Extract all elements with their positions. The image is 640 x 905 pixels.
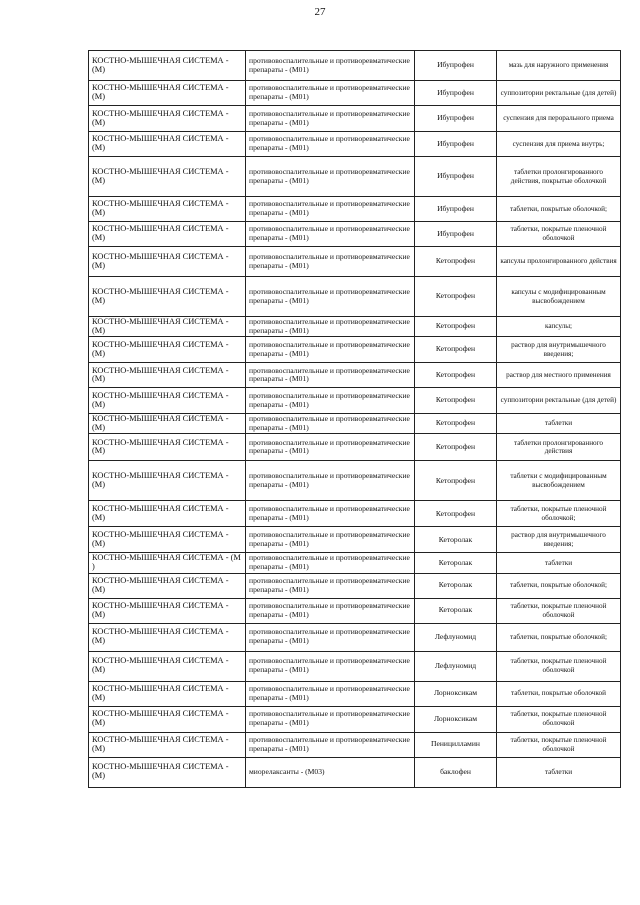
table-row [89,651,621,681]
system-cell: КОСТНО-МЫШЕЧНАЯ СИСТЕМА - (М) [89,706,246,732]
table-row [89,623,621,651]
group-cell: противовоспалительные и противоревматические препараты - (М01) [246,461,415,501]
drug-cell: Ибупрофен [415,132,497,157]
drug-cell: баклофен [415,757,497,787]
group-cell: противовоспалительные и противоревматические препараты - (М01) [246,623,415,651]
system-cell: КОСТНО-МЫШЕЧНАЯ СИСТЕМА - (М) [89,527,246,553]
table-row [89,132,621,157]
group-cell: противовоспалительные и противоревматические препараты - (М01) [246,414,415,434]
drug-cell: Кетопрофен [415,501,497,527]
system-cell: КОСТНО-МЫШЕЧНАЯ СИСТЕМА - (М) [89,598,246,623]
system-cell: КОСТНО-МЫШЕЧНАЯ СИСТЕМА - (М) [89,461,246,501]
table-row [89,414,621,434]
system-cell: КОСТНО-МЫШЕЧНАЯ СИСТЕМА - (М) [89,573,246,598]
table-row [89,681,621,706]
system-cell: КОСТНО-МЫШЕЧНАЯ СИСТЕМА - (М) [89,222,246,247]
table-row [89,573,621,598]
group-cell: противовоспалительные и противоревматические препараты - (М01) [246,363,415,388]
drug-cell: Кетопрофен [415,414,497,434]
drug-cell: Лорноксикам [415,681,497,706]
table-row [89,157,621,197]
drug-cell: Кетопрофен [415,337,497,363]
system-cell: КОСТНО-МЫШЕЧНАЯ СИСТЕМА - (М) [89,623,246,651]
form-cell: суппозитории ректальные (для детей) [497,388,621,414]
drug-cell: Ибупрофен [415,51,497,81]
form-cell: таблетки, покрытые оболочкой; [497,623,621,651]
table-row [89,277,621,317]
system-cell: КОСТНО-МЫШЕЧНАЯ СИСТЕМА - (М ) [89,553,246,573]
group-cell: противовоспалительные и противоревматические препараты - (М01) [246,51,415,81]
table-row [89,106,621,132]
system-cell: КОСТНО-МЫШЕЧНАЯ СИСТЕМА - (М) [89,81,246,106]
drug-cell: Лефлуномид [415,623,497,651]
group-cell: противовоспалительные и противоревматические препараты - (М01) [246,337,415,363]
drug-cell: Кетопрофен [415,434,497,461]
system-cell: КОСТНО-МЫШЕЧНАЯ СИСТЕМА - (М) [89,277,246,317]
system-cell: КОСТНО-МЫШЕЧНАЯ СИСТЕМА - (М) [89,247,246,277]
table-row [89,553,621,573]
drug-cell: Ибупрофен [415,222,497,247]
form-cell: раствор для внутримышечного введения; [497,527,621,553]
drug-cell: Кетопрофен [415,363,497,388]
group-cell: противовоспалительные и противоревматические препараты - (М01) [246,81,415,106]
table-row [89,461,621,501]
table-row [89,434,621,461]
form-cell: таблетки [497,553,621,573]
table-row [89,222,621,247]
table-row [89,81,621,106]
form-cell: капсулы пролонгированного действия [497,247,621,277]
form-cell: суспензия для перорального приема [497,106,621,132]
form-cell: таблетки пролонгированного действия [497,434,621,461]
system-cell: КОСТНО-МЫШЕЧНАЯ СИСТЕМА - (М) [89,197,246,222]
group-cell: миорелаксанты - (М03) [246,757,415,787]
drug-cell: Кетопрофен [415,461,497,501]
table-row [89,706,621,732]
table-row [89,757,621,787]
group-cell: противовоспалительные и противоревматические препараты - (М01) [246,706,415,732]
system-cell: КОСТНО-МЫШЕЧНАЯ СИСТЕМА - (М) [89,388,246,414]
group-cell: противовоспалительные и противоревматические препараты - (М01) [246,277,415,317]
group-cell: противовоспалительные и противоревматические препараты - (М01) [246,434,415,461]
drug-cell: Ибупрофен [415,81,497,106]
form-cell: таблетки пролонгированного действия, покрытые оболочкой [497,157,621,197]
form-cell: таблетки, покрытые оболочкой; [497,573,621,598]
group-cell: противовоспалительные и противоревматические препараты - (М01) [246,651,415,681]
group-cell: противовоспалительные и противоревматические препараты - (М01) [246,732,415,757]
form-cell: таблетки, покрытые пленочной оболочкой [497,651,621,681]
group-cell: противовоспалительные и противоревматические препараты - (М01) [246,681,415,706]
group-cell: противовоспалительные и противоревматические препараты - (М01) [246,388,415,414]
group-cell: противовоспалительные и противоревматические препараты - (М01) [246,527,415,553]
system-cell: КОСТНО-МЫШЕЧНАЯ СИСТЕМА - (М) [89,337,246,363]
group-cell: противовоспалительные и противоревматические препараты - (М01) [246,157,415,197]
system-cell: КОСТНО-МЫШЕЧНАЯ СИСТЕМА - (М) [89,414,246,434]
drug-cell: Кетопрофен [415,247,497,277]
drug-registry-table [88,50,621,788]
form-cell: таблетки [497,757,621,787]
system-cell: КОСТНО-МЫШЕЧНАЯ СИСТЕМА - (М) [89,434,246,461]
form-cell: раствор для внутримышечного введения; [497,337,621,363]
table-row [89,317,621,337]
form-cell: таблетки, покрытые оболочкой; [497,197,621,222]
drug-cell: Кеторолак [415,573,497,598]
drug-cell: Лорноксикам [415,706,497,732]
system-cell: КОСТНО-МЫШЕЧНАЯ СИСТЕМА - (М) [89,132,246,157]
system-cell: КОСТНО-МЫШЕЧНАЯ СИСТЕМА - (М) [89,681,246,706]
group-cell: противовоспалительные и противоревматические препараты - (М01) [246,197,415,222]
table-row [89,197,621,222]
form-cell: капсулы; [497,317,621,337]
form-cell: таблетки с модифицированным высвобождением [497,461,621,501]
group-cell: противовоспалительные и противоревматические препараты - (М01) [246,573,415,598]
form-cell: таблетки [497,414,621,434]
group-cell: противовоспалительные и противоревматические препараты - (М01) [246,222,415,247]
table-row [89,337,621,363]
group-cell: противовоспалительные и противоревматические препараты - (М01) [246,553,415,573]
system-cell: КОСТНО-МЫШЕЧНАЯ СИСТЕМА - (М) [89,732,246,757]
table-row [89,247,621,277]
drug-cell: Пеницилламин [415,732,497,757]
page-number: 27 [314,6,326,18]
group-cell: противовоспалительные и противоревматические препараты - (М01) [246,132,415,157]
table-row [89,501,621,527]
group-cell: противовоспалительные и противоревматические препараты - (М01) [246,317,415,337]
system-cell: КОСТНО-МЫШЕЧНАЯ СИСТЕМА - (М) [89,51,246,81]
drug-cell: Ибупрофен [415,197,497,222]
table-row [89,527,621,553]
drug-cell: Кеторолак [415,527,497,553]
form-cell: таблетки, покрытые пленочной оболочкой [497,222,621,247]
drug-cell: Кеторолак [415,553,497,573]
form-cell: суппозитории ректальные (для детей) [497,81,621,106]
table-row [89,388,621,414]
form-cell: суспензия для приема внутрь; [497,132,621,157]
group-cell: противовоспалительные и противоревматические препараты - (М01) [246,501,415,527]
drug-cell: Ибупрофен [415,157,497,197]
form-cell: капсулы с модифицированным высвобождением [497,277,621,317]
form-cell: таблетки, покрытые оболочкой [497,681,621,706]
drug-cell: Кетопрофен [415,277,497,317]
drug-cell: Ибупрофен [415,106,497,132]
table-row [89,598,621,623]
system-cell: КОСТНО-МЫШЕЧНАЯ СИСТЕМА - (М) [89,501,246,527]
form-cell: таблетки, покрытые пленочной оболочкой [497,598,621,623]
drug-cell: Кеторолак [415,598,497,623]
table-row [89,51,621,81]
form-cell: таблетки, покрытые пленочной оболочкой [497,732,621,757]
form-cell: таблетки, покрытые пленочной оболочкой; [497,501,621,527]
form-cell: раствор для местного применения [497,363,621,388]
group-cell: противовоспалительные и противоревматические препараты - (М01) [246,247,415,277]
system-cell: КОСТНО-МЫШЕЧНАЯ СИСТЕМА - (М) [89,363,246,388]
system-cell: КОСТНО-МЫШЕЧНАЯ СИСТЕМА - (М) [89,757,246,787]
table-body [89,51,621,788]
drug-cell: Кетопрофен [415,388,497,414]
form-cell: таблетки, покрытые пленочной оболочкой [497,706,621,732]
system-cell: КОСТНО-МЫШЕЧНАЯ СИСТЕМА - (М) [89,157,246,197]
form-cell: мазь для наружного применения [497,51,621,81]
system-cell: КОСТНО-МЫШЕЧНАЯ СИСТЕМА - (М) [89,106,246,132]
system-cell: КОСТНО-МЫШЕЧНАЯ СИСТЕМА - (М) [89,317,246,337]
drug-cell: Лефлуномид [415,651,497,681]
table-row [89,732,621,757]
group-cell: противовоспалительные и противоревматические препараты - (М01) [246,106,415,132]
drug-cell: Кетопрофен [415,317,497,337]
system-cell: КОСТНО-МЫШЕЧНАЯ СИСТЕМА - (М) [89,651,246,681]
group-cell: противовоспалительные и противоревматические препараты - (М01) [246,598,415,623]
table-row [89,363,621,388]
